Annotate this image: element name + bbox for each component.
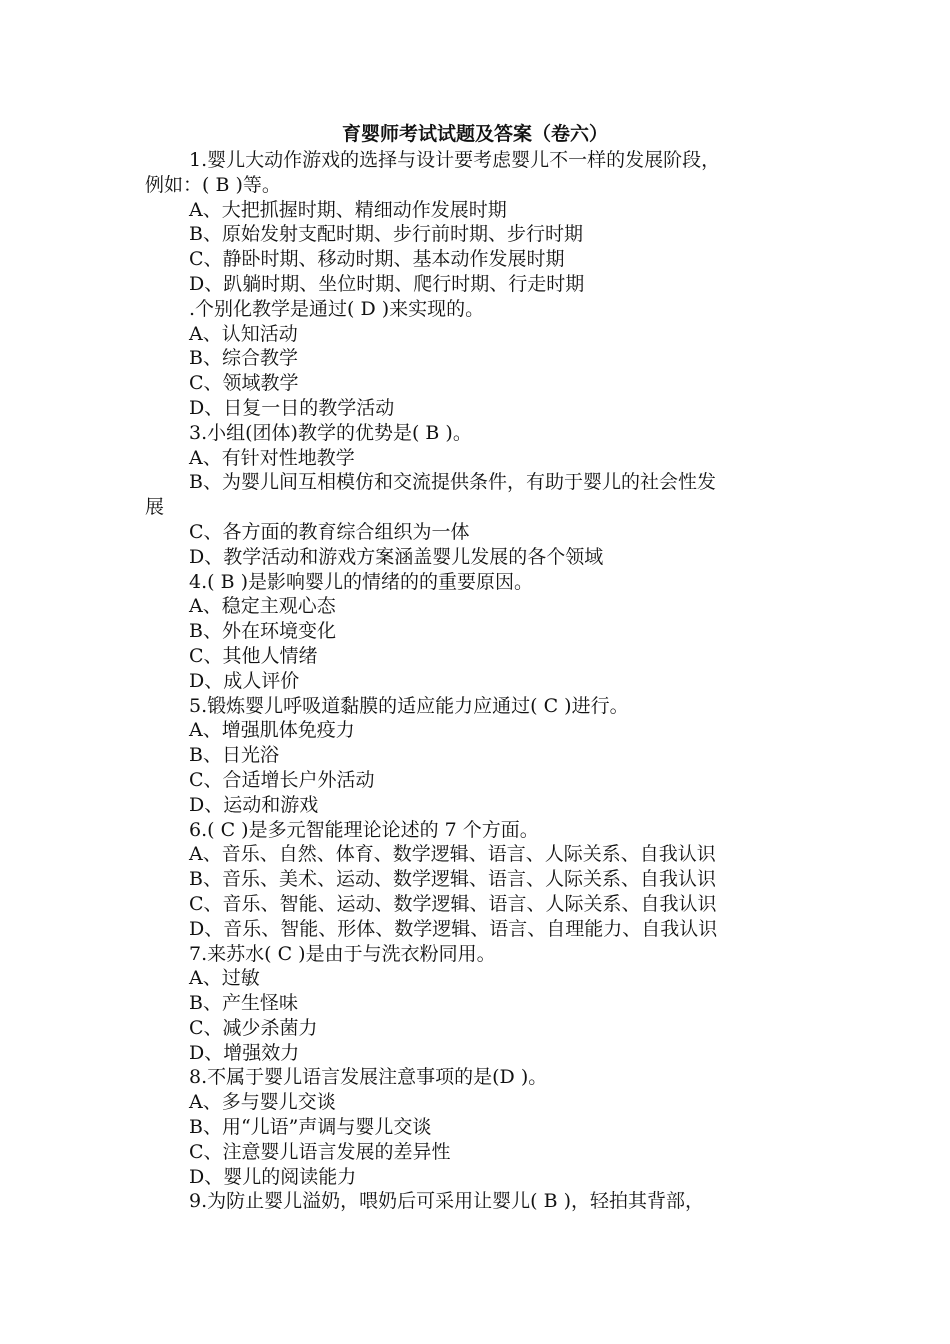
option-line: C、减少杀菌力 [189, 1016, 318, 1039]
option-line: A、增强肌体免疫力 [189, 719, 355, 742]
question-list [145, 148, 825, 1214]
option-line: D、婴儿的阅读能力 [189, 1165, 357, 1188]
continuation-line: 例如：( B )等。 [145, 173, 281, 196]
option-line: A、认知活动 [189, 322, 298, 345]
option-line: A、稳定主观心态 [189, 595, 336, 618]
option-line: A、大把抓握时期、精细动作发展时期 [189, 198, 507, 221]
option-line: B、为婴儿间互相模仿和交流提供条件，有助于婴儿的社会性发 [189, 471, 716, 494]
option-line: A、多与婴儿交谈 [189, 1091, 336, 1114]
option-line: D、增强效力 [189, 1041, 300, 1064]
option-line: C、注意婴儿语言发展的差异性 [189, 1140, 451, 1163]
option-line: B、产生怪味 [189, 992, 298, 1015]
option-line: C、合适增长户外活动 [189, 768, 375, 791]
option-line: A、音乐、自然、体育、数学逻辑、语言、人际关系、自我认识 [189, 843, 716, 866]
option-line: C、领域教学 [189, 372, 299, 395]
option-line: B、原始发射支配时期、步行前时期、步行时期 [189, 223, 583, 246]
question-line: 6.( C )是多元智能理论论述的 7 个方面。 [189, 818, 539, 841]
question-line: 8.不属于婴儿语言发展注意事项的是(D )。 [189, 1066, 548, 1089]
option-line: C、各方面的教育综合组织为一体 [189, 520, 470, 543]
option-line: B、综合教学 [189, 347, 298, 370]
option-line: D、成人评价 [189, 669, 300, 692]
option-line: D、趴躺时期、坐位时期、爬行时期、行走时期 [189, 272, 585, 295]
option-line: B、音乐、美术、运动、数学逻辑、语言、人际关系、自我认识 [189, 868, 716, 891]
option-line: D、运动和游戏 [189, 793, 319, 816]
option-line: B、日光浴 [189, 744, 279, 767]
option-line: C、静卧时期、移动时期、基本动作发展时期 [189, 248, 565, 271]
question-line: 5.锻炼婴儿呼吸道黏膜的适应能力应通过( C )进行。 [189, 694, 629, 717]
option-line: B、用“儿语”声调与婴儿交谈 [189, 1116, 432, 1139]
question-line: 7.来苏水( C )是由于与洗衣粉同用。 [189, 942, 496, 965]
option-line: C、音乐、智能、运动、数学逻辑、语言、人际关系、自我认识 [189, 892, 717, 915]
question-line: 4.( B )是影响婴儿的情绪的的重要原因。 [189, 570, 533, 593]
question-line: 1.婴儿大动作游戏的选择与设计要考虑婴儿不一样的发展阶段， [189, 149, 721, 171]
option-line: C、其他人情绪 [189, 644, 318, 667]
option-line: A、有针对性地教学 [189, 446, 355, 469]
question-line: .个别化教学是通过( D )来实现的。 [189, 297, 485, 320]
option-line: D、日复一日的教学活动 [189, 396, 395, 419]
option-line: B、外在环境变化 [189, 620, 336, 643]
question-line: 3.小组(团体)教学的优势是( B )。 [189, 421, 472, 444]
continuation-line: 展 [145, 496, 165, 519]
question-line: 9.为防止婴儿溢奶，喂奶后可采用让婴儿( B )，轻拍其背部， [189, 1190, 704, 1213]
option-line: A、过敏 [189, 967, 260, 990]
document-title: 育婴师考试试题及答案（卷六） [341, 123, 608, 145]
option-line: D、音乐、智能、形体、数学逻辑、语言、自理能力、自我认识 [189, 917, 718, 940]
option-line: D、教学活动和游戏方案涵盖婴儿发展的各个领域 [189, 545, 604, 568]
